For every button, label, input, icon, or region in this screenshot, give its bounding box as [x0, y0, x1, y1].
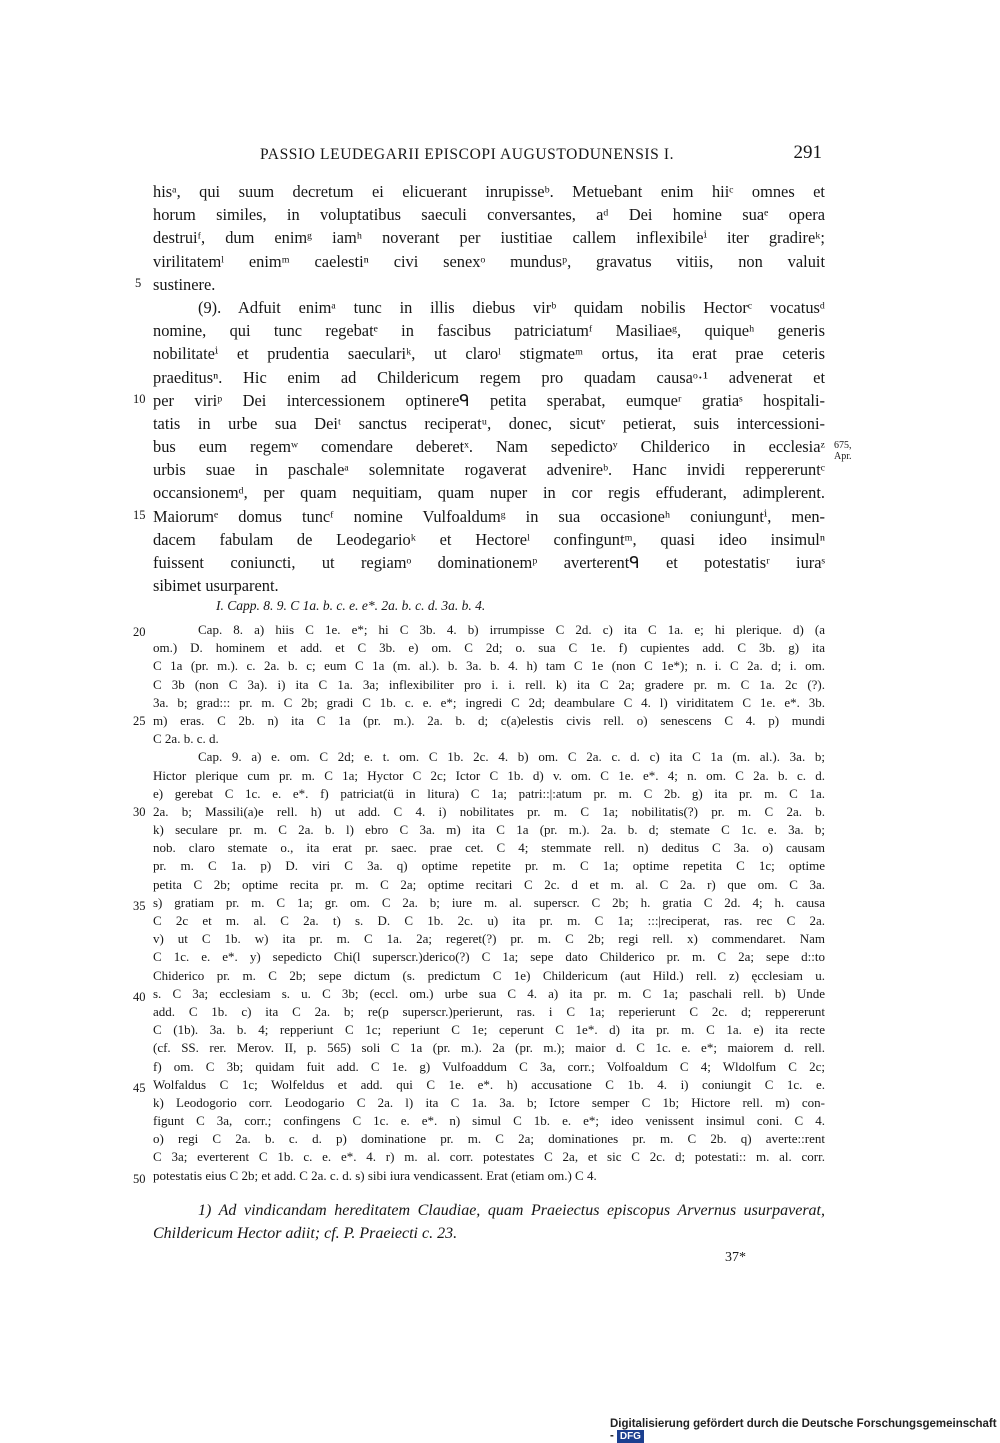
text-line: Maiorumᵉ domus tuncᶠ nomine Vulfoaldumᵍ in sua occasioneʰ coniunguntⁱ, men- — [153, 506, 825, 526]
apparatus-line: C 1c. e. e*. y) sepedicto Chi(l superscr.)derico(?) C 1a; sepe dato Childerico pr. m. C 2a; sepe d::to — [153, 949, 825, 965]
apparatus-line: (cf. SS. rer. Merov. II, p. 565) soli C 1a (pr. m.). 2a (pr. m.); maior d. C 1c. e. e*; maiorem d. rell. — [153, 1040, 825, 1056]
text-line: sustinere. — [153, 274, 216, 294]
text-line: nomine, qui tunc regebatᵉ in fascibus patriciatumᶠ Masiliaeᵍ, quiqueʰ generis — [153, 321, 825, 341]
apparatus-line: v) ut C 1b. w) ita pr. m. C 1a. 2a; regeret(?) pr. m. C 2b; regi rell. x) commendaret. Nam — [153, 931, 825, 947]
text-line: dacem fabulam de Leodegarioᵏ et Hectoreˡ confinguntᵐ, quasi ideo insimulⁿ — [153, 529, 825, 549]
footnote-line: Childericum Hector adiit; cf. P. Praeiecti c. 23. — [153, 1224, 458, 1242]
text-line: per viriᵖ Dei intercessionem optinereᑫ petita sperabat, eumqueʳ gratiaˢ hospitali- — [153, 390, 825, 410]
apparatus-line: potestatis eius C 2b; et add. C 2a. c. d. s) sibi iura vendicassent. Erat (etiam om.) C 4. — [153, 1167, 597, 1183]
apparatus-line: nob. claro stemate o., ita erat pr. saec. prae cet. C 4; stemmate rell. n) deditus C 3a. o) causam — [153, 840, 825, 856]
apparatus-line: figunt C 3a, corr.; confingens C 1c. e. e*. n) simul C 1b. e. e*; ideo venissent insimul coni. C 4. — [153, 1113, 825, 1129]
apparatus-line: s) gratiam pr. m. C 1a; gr. om. C 2a. b; iure m. al. superscr. C 2b; h. gratia C 2d. 4; h. causa — [153, 894, 825, 910]
line-number: 20 — [133, 625, 146, 639]
text-line: urbis suae in paschaleᵃ solemnitate rogaverat advenireᵇ. Hanc invidi reppereruntᶜ — [153, 460, 825, 480]
digitization-banner — [610, 1418, 1000, 1443]
apparatus-line: pr. m. C 1a. p) D. viri C 3a. q) optime repetite pr. m. C 1a; optime repetita C 1c; optime — [153, 858, 825, 874]
text-line: tatis in urbe sua Deiᵗ sanctus reciperatᵘ, donec, sicutᵛ petierat, suis intercessioni- — [153, 413, 825, 433]
apparatus-line: C 2c et m. al. C 2a. t) s. D. C 1b. 2c. u) ita pr. m. C 1a; :::|reciperat, ras. rec C 2a. — [153, 913, 825, 928]
main-text — [153, 180, 825, 597]
dfg-logo: DFG — [617, 1430, 644, 1443]
apparatus-line: C 3a; everterent C 1b. c. e. e*. 4. r) m. al. corr. potestates C 2a, et sic C 2c. d; potestati:: m. al. corr. — [153, 1149, 825, 1165]
line-number: 25 — [133, 714, 146, 728]
text-line: nobilitateⁱ et prudentia saeculariᵏ, ut claroˡ stigmateᵐ ortus, ita erat prae ceteris — [153, 344, 825, 364]
line-number: 50 — [133, 1172, 146, 1186]
line-number: 40 — [133, 990, 146, 1004]
apparatus-line: C 1a (pr. m.). c. 2a. b. c; eum C 1a (m. al.). b. 3a. b. 4. h) tam C 1e (non C 1e*); n. i. C 2a. d; i. om. — [153, 658, 825, 674]
text-line: praeditusⁿ. Hic enim ad Childericum regem pro quadam causaᵒ·¹ advenerat et — [153, 367, 825, 387]
text-line: destruiᶠ, dum enimᵍ iamʰ noverant per iustitiae callem inflexibileⁱ iter gradireᵏ; — [153, 228, 825, 248]
apparatus-line: o) regi C 2a. b. c. d. p) dominatione pr. m. C 2a; dominationes pr. m. C 2b. q) averte::rent — [153, 1131, 825, 1147]
apparatus-line: Hictor plerique cum pr. m. C 1a; Hyctor C 2c; Ictor C 1b. d) v. om. C 1e. e*. 4; n. om. C 2a. b. c. d. — [153, 767, 825, 783]
footnote — [153, 1200, 825, 1245]
line-number: 35 — [133, 899, 146, 913]
text-line: bus eum regemʷ comendare deberetˣ. Nam sepedictoʸ Childerico in ecclesiaᶻ — [153, 437, 825, 457]
line-number: 15 — [133, 508, 146, 522]
apparatus-line: 2a. b; Massili(a)e rell. h) ut add. C 4. i) nobilitates pr. m. C 1a; nobilitatis(?) pr. m. C 2a. b. — [153, 803, 825, 819]
apparatus-line: s. C 3a; ecclesiam s. u. C 3b; (eccl. om.) urbe sua C 4. a) ita pr. m. C 1a; paschali rell. b) Unde — [153, 985, 825, 1001]
text-line: horum similes, in voluptatibus saeculi conversantes, aᵈ Dei homine suaᵉ opera — [153, 205, 825, 225]
apparatus-line: Chiderico pr. m. C 2b; sepe dictum (s. predictum C 1e) Childericum (aut Hild.) rell. z) ęcclesiam u. — [153, 967, 825, 983]
line-number: 45 — [133, 1081, 146, 1095]
text-line: sibimet usurparent. — [153, 576, 279, 596]
text-line: fuissent coniuncti, ut regiamᵒ dominationemᵖ averterentᑫ et potestatisʳ iuraˢ — [153, 553, 825, 572]
apparatus-line: om.) D. hominem et add. et C 3b. e) om. C 2d; o. sua C 1e. f) cupientes add. C 3b. g) ita — [153, 640, 825, 656]
line-number: 30 — [133, 805, 146, 819]
apparatus-line: petita C 2b; optime recita pr. m. C 2a; optime recitari C 2c. d et m. al. C 2a. r) que om. C 3a. — [153, 876, 825, 892]
banner-text: Digitalisierung gefördert durch die Deutsche Forschungsgemeinschaft - — [610, 1418, 997, 1442]
apparatus-line: k) seculare pr. m. C 2a. b. l) ebro C 3a. m) ita C 1a (pr. m.). 2a. b. d; stemate C 1c. e. 3a. b; — [153, 822, 825, 838]
apparatus-line: C 2a. b. c. d. — [153, 731, 219, 747]
text-line: virilitatemˡ enimᵐ caelestiⁿ civi senexᵒ mundusᵖ, gravatus vitiis, non valuit — [153, 251, 825, 271]
apparatus-line: Wolfaldus C 1c; Wolfeldus et add. qui C 1e. e*. h) accusatione C 1b. 4. i) coniungit C 1c. e. — [153, 1076, 825, 1092]
margin-note — [834, 440, 852, 462]
apparatus-line: Cap. 9. a) e. om. C 2d; e. t. om. C 1b. 2c. 4. b) om. C 2a. c. d. c) ita C 1a (m. al.). 3a. b; — [198, 749, 825, 765]
apparatus-line: f) om. C 3b; quidam fuit add. C 1e. g) Vulfoaddum C 3a, corr.; Volfoaldum C 4; Wldolfum C 2c; — [153, 1058, 825, 1074]
apparatus-line: k) Leodogorio corr. Leodogario C 2a. l) ita C 1a. 3a. b; Ictore semper C 1b; Hictore rell. m) con- — [153, 1094, 825, 1110]
apparatus-line: Cap. 8. a) hiis C 1e. e*; hi C 3b. 4. b) irrumpisse C 2d. c) ita C 1a. e; hi plerique. d) (a — [198, 622, 825, 637]
running-header — [150, 140, 830, 170]
critical-apparatus — [153, 621, 825, 1185]
apparatus-line: add. C 1b. c) ita C 2a. b; re(p superscr.)perierunt, ras. i C 1a; reperierunt C 2c. d; reppererunt — [153, 1003, 825, 1019]
line-number: 5 — [135, 276, 142, 290]
signature-mark: 37* — [725, 1250, 746, 1265]
running-title: PASSIO LEUDEGARII EPISCOPI AUGUSTODUNENSIS I. — [260, 146, 675, 163]
apparatus-line: C 3b (non C 3a). i) ita C 1a. 3a; inflexibiliter pro i. i. rell. k) ita C 2a; gradere pr. m. C 1a. 2c (?). — [153, 676, 825, 692]
margin-note-line: 675, — [834, 440, 852, 451]
text-line: occansionemᵈ, per quam nequitiam, quam nuper in cor regis effuderant, adimplerent. — [153, 483, 825, 503]
text-line: (9). Adfuit enimᵃ tunc in illis diebus virᵇ quidam nobilis Hectorᶜ vocatusᵈ — [198, 297, 825, 317]
line-number: 10 — [133, 392, 146, 406]
apparatus-line: m) eras. C 2b. n) ita C 1a (pr. m.). 2a. b. d; c(a)elestis civis rell. o) senescens C 4. p) mundi — [153, 712, 825, 728]
footnote-line: 1) Ad vindicandam hereditatem Claudiae, quam Praeiectus episcopus Arvernus usurpaverat, — [198, 1202, 825, 1219]
text-line: hisᵃ, qui suum decretum ei elicuerant inrupisseᵇ. Metuebant enim hiiᶜ omnes et — [153, 182, 825, 201]
apparatus-line: C (1b). 3a. b. 4; repperiunt C 1c; reperiunt C 1e; ceperunt C 1e*. d) ita pr. m. C 1a. e) ita recte — [153, 1022, 825, 1038]
apparatus-line: 3a. b; grad::: pr. m. C 2b; gradi C 1b. c. e. e*; ingredi C 2d; deambulare C 4. l) viriditatem C 1e. e*. 3b. — [153, 694, 825, 710]
apparatus-caption: I. Capp. 8. 9. C 1a. b. c. e. e*. 2a. b. c. d. 3a. b. 4. — [216, 598, 486, 613]
apparatus-line: e) gerebat C 1c. e. e*. f) patriciat(ü in litura) C 1a; patri::|:atum pr. m. C 2b. g) ita pr. m. C 1a. — [153, 785, 825, 801]
margin-note-line: Apr. — [834, 451, 852, 462]
page-number: 291 — [793, 142, 822, 163]
